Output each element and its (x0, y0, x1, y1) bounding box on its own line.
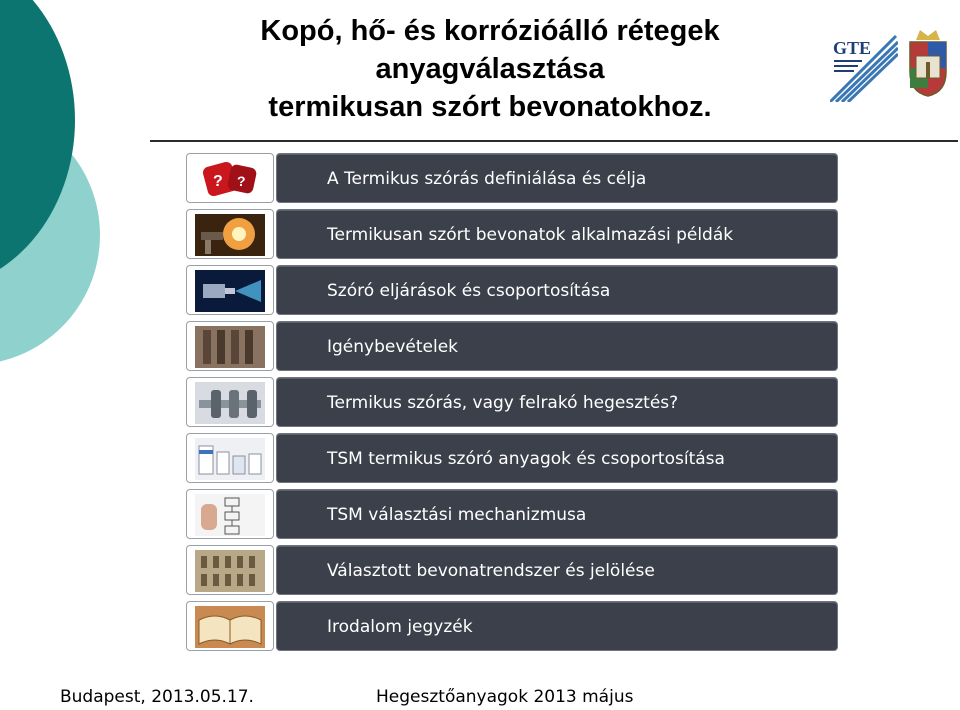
menu-item-loads[interactable] (186, 321, 838, 371)
menu-item-spray-processes[interactable] (186, 265, 838, 315)
menu-bar[interactable] (276, 489, 838, 539)
material-jars-icon (186, 433, 274, 483)
coat-of-arms-icon (906, 26, 950, 98)
menu-item-applications[interactable] (186, 209, 838, 259)
spray-gun-icon (186, 265, 274, 315)
svg-text:GTE: GTE (833, 38, 872, 58)
footer-date: Budapest, 2013.05.17. (60, 687, 254, 707)
menu-bar[interactable] (276, 545, 838, 595)
menu-item-definition[interactable] (186, 153, 838, 203)
menu-item-label: TSM választási mechanizmusa (327, 505, 587, 525)
menu-bar[interactable] (276, 377, 838, 427)
menu-item-label: Termikus szórás, vagy felrakó hegesztés? (327, 393, 679, 413)
menu-bar[interactable] (276, 265, 838, 315)
footer-event: Hegesztőanyagok 2013 május (376, 687, 634, 707)
menu-bar[interactable] (276, 209, 838, 259)
menu-item-label: A Termikus szórás definiálása és célja (327, 169, 647, 189)
menu-item-references[interactable] (186, 601, 838, 651)
menu-item-label: Irodalom jegyzék (327, 617, 473, 637)
title-divider (150, 140, 958, 142)
university-logo-icon (830, 32, 898, 102)
slide-title (190, 12, 790, 126)
menu-item-label: Szóró eljárások és csoportosítása (327, 281, 611, 301)
tools-icon (186, 321, 274, 371)
menu-bar[interactable] (276, 433, 838, 483)
dice-icon (186, 153, 274, 203)
title-line-2: anyagválasztása (375, 53, 605, 85)
flowchart-icon (186, 489, 274, 539)
svg-text:?: ? (237, 173, 246, 189)
svg-text:?: ? (213, 173, 223, 190)
menu-item-label: Választott bevonatrendszer és jelölése (327, 561, 655, 581)
menu-item-label: Termikusan szórt bevonatok alkalmazási példák (327, 225, 734, 245)
menu-item-spray-vs-welding[interactable] (186, 377, 838, 427)
open-book-icon (186, 601, 274, 651)
menu-item-tsm-selection[interactable] (186, 489, 838, 539)
menu-item-coating-system[interactable] (186, 545, 838, 595)
crankshaft-icon (186, 377, 274, 427)
title-line-1: Kopó, hő- és korrózióálló rétegek (260, 15, 720, 47)
title-line-3: termikusan szórt bevonatokhoz. (268, 91, 712, 123)
menu-item-tsm-materials[interactable] (186, 433, 838, 483)
hieroglyph-tablet-icon (186, 545, 274, 595)
welding-sparks-icon (186, 209, 274, 259)
menu-item-label: Igénybevételek (327, 337, 459, 357)
menu-item-label: TSM termikus szóró anyagok és csoportosítása (327, 449, 725, 469)
menu-bar[interactable] (276, 601, 838, 651)
menu-bar[interactable] (276, 321, 838, 371)
menu-bar[interactable] (276, 153, 838, 203)
